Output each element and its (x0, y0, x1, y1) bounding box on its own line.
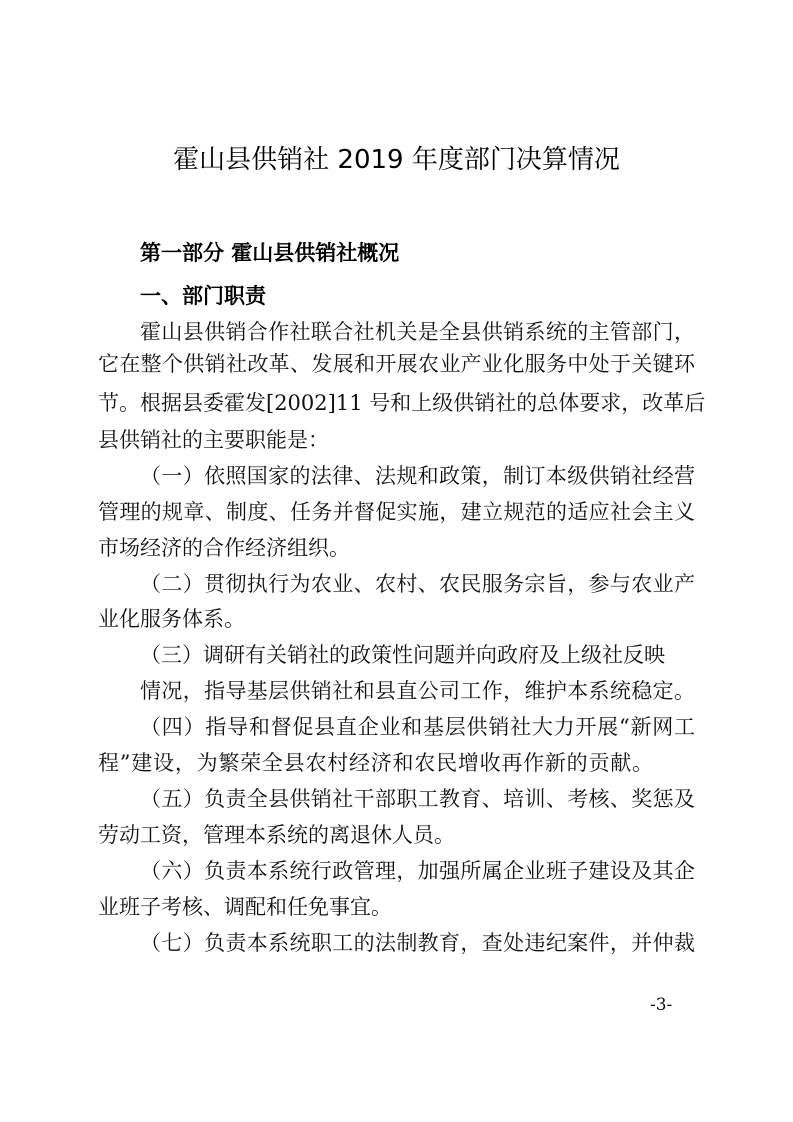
body-line: 节。根据县委霍发[2002]11 号和上级供销社的总体要求，改革后 (98, 391, 706, 415)
part-heading: 第一部分 霍山县供销社概况 (140, 241, 400, 265)
document-title: 霍山县供销社 2019 年度部门决算情况 (173, 145, 620, 175)
page-number: -3- (650, 995, 673, 1015)
body-line: 劳动工资，管理本系统的离退休人员。 (98, 823, 455, 847)
body-line: （三）调研有关销社的政策性问题并向政府及上级社反映 (140, 643, 665, 667)
body-line: 业班子考核、调配和任免事宜。 (98, 895, 392, 919)
body-line: （二）贯彻执行为农业、农村、农民服务宗旨，参与农业产 (140, 572, 695, 596)
body-line: 业化服务体系。 (98, 607, 245, 631)
body-line: （五）负责全县供销社干部职工教育、培训、考核、奖惩及 (140, 787, 695, 811)
body-line: （四）指导和督促县直企业和基层供销社大力开展“新网工 (140, 715, 695, 739)
body-line: 情况，指导基层供销社和县直公司工作，维护本系统稳定。 (140, 679, 695, 703)
body-line: 市场经济的合作经济组织。 (98, 536, 350, 560)
body-line: （六）负责本系统行政管理，加强所属企业班子建设及其企 (140, 859, 695, 883)
body-line: 县供销社的主要职能是： (98, 428, 329, 452)
section-heading: 一、部门职责 (140, 284, 266, 308)
body-line: 它在整个供销社改革、发展和开展农业产业化服务中处于关键环 (98, 352, 695, 376)
body-line: （一）依照国家的法律、法规和政策，制订本级供销社经营 (140, 464, 695, 488)
body-line: （七）负责本系统职工的法制教育，查处违纪案件，并仲裁 (140, 931, 695, 955)
body-line: 管理的规章、制度、任务并督促实施，建立规范的适应社会主义 (98, 500, 695, 524)
body-line: 程”建设，为繁荣全县农村经济和农民增收再作新的贡献。 (98, 751, 653, 775)
body-line: 霍山县供销合作社联合社机关是全县供销系统的主管部门， (140, 320, 695, 344)
